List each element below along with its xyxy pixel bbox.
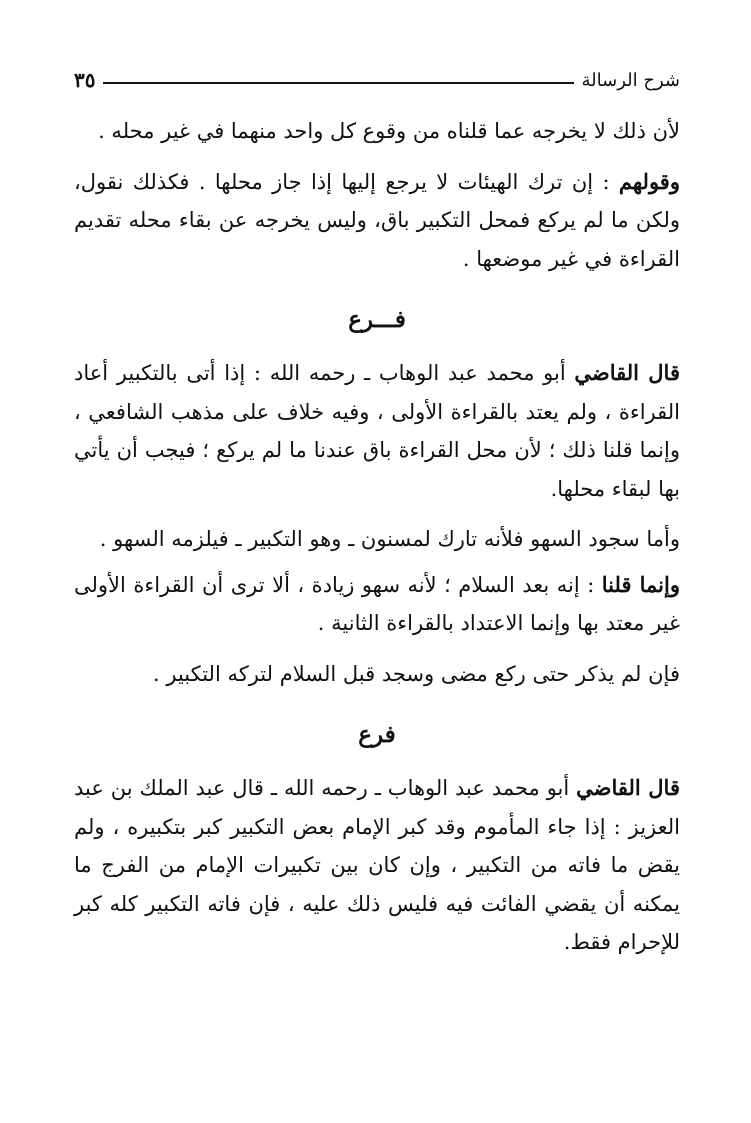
- paragraph-6: فإن لم يذكر حتى ركع مضى وسجد قبل السلام لتركه التكبير .: [153, 661, 680, 686]
- page-header: [74, 64, 680, 96]
- paragraph-5-text: : إنه بعد السلام ؛ لأنه سهو زيادة ، ألا ترى أن القراءة الأولى غير معتد بها وإنما الاعتداد بالقراءة الثانية .: [74, 572, 680, 635]
- page-body: [74, 112, 680, 962]
- paragraph-4: وأما سجود السهو فلأنه تارك لمسنون ـ وهو التكبير ـ فيلزمه السهو .: [99, 527, 680, 551]
- paragraph-7-text: أبو محمد عبد الوهاب ـ رحمه الله ـ قال عبد الملك بن عبد العزيز : إذا جاء المأموم وقد كبر الإمام بعض التكبير كبر بتكبيره ، ولم يقض ما فاته من التكبير ، وإن كان بين تكبيرات الإمام من الفرج ما يمكنه أن يقضي الفائت فيه فليس ذلك عليه ، فإن فاته التكبير كله كبر للإحرام فقط.: [74, 776, 680, 954]
- paragraph-7-lead: قال القاضي: [576, 775, 680, 800]
- running-title: شرح الرسالة: [581, 69, 680, 91]
- paragraph-1: لأن ذلك لا يخرجه عما قلناه من وقوع كل واحد منهما في غير محله .: [98, 119, 680, 143]
- paragraph-3-text: أبو محمد عبد الوهاب ـ رحمه الله : إذا أتى بالتكبير أعاد القراءة ، ولم يعتد بالقراءة الأولى ، وفيه خلاف على مذهب الشافعي ، وإنما قلنا ذلك ؛ لأن محل القراءة باق عندنا ما لم يركع ؛ فيجب أن يأتي بها لبقاء محلها.: [74, 361, 680, 501]
- paragraph-2-lead: وقولهم: [618, 168, 680, 194]
- section-heading-2: فرع: [358, 721, 396, 748]
- paragraph-2-text: : إن ترك الهيئات لا يرجع إليها إذا جاز محلها . فكذلك نقول، ولكن ما لم يركع فمحل التكبير باق، وليس يخرجه عن بقاء محله تقديم القراءة في غير موضعها .: [74, 169, 680, 271]
- paragraph-7: [74, 769, 680, 962]
- header-rule: [103, 82, 573, 84]
- page-number: ٣٥: [74, 68, 96, 92]
- paragraph-5-lead: وإنما قلنا: [601, 571, 680, 597]
- section-heading-1: فـــرع: [348, 306, 406, 333]
- paragraph-2: [74, 163, 680, 279]
- paragraph-3-lead: قال القاضي: [574, 360, 680, 385]
- paragraph-3: [74, 354, 680, 508]
- paragraph-5: [74, 566, 680, 643]
